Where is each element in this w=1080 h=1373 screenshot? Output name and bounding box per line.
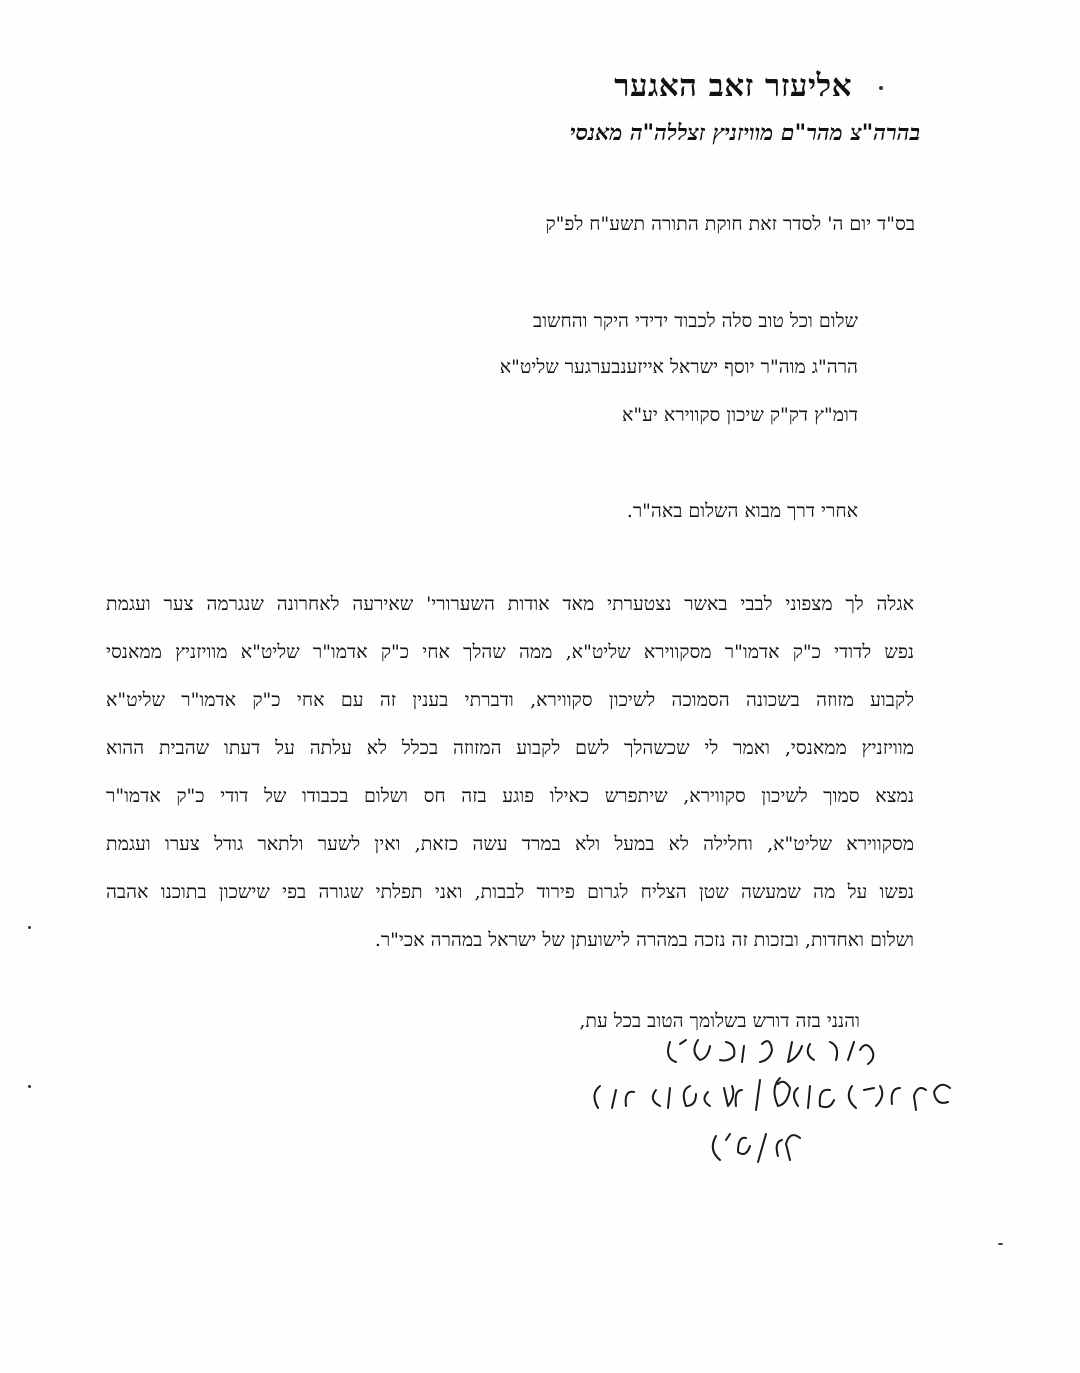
body-line: לקבוע מזוזה בשכונה הסמוכה לשיכון סקווירא, ודברתי בענין זה עם אחי כ"ק אדמו"ר שליט"א	[106, 689, 914, 711]
closing-line: והנני בזה דורש בשלומך הטוב בכל עת,	[579, 1010, 860, 1032]
letterhead-subtitle: בהרה"צ מהר"ם מוויזניץ זצללה"ה מאנסי	[569, 120, 920, 146]
body-line: אגלה לך מצפוני לבבי באשר נצטערתי מאד אודות השערורי' שאירעה לאחרונה שנגרמה צער ועגמת	[106, 593, 914, 615]
speck-mark	[28, 926, 31, 929]
body-line: ושלום ואחדות, ובזכות זה נזכה במהרה לישועתן של ישראל במהרה אכי"ר.	[374, 929, 914, 951]
speck-mark	[998, 1243, 1003, 1245]
body-line: נפש לדודי כ"ק אדמו"ר מסקווירא שליט"א, ממה שהלך אחי כ"ק אדמו"ר שליט"א מוויזניץ ממאנסי	[106, 641, 914, 663]
body-line: מוויזניץ ממאנסי, ואמר לי שכשהלך לשם לקבוע המזוזה בכלל לא עלתה על דעתו שהבית ההוא	[106, 737, 914, 759]
speck-mark	[28, 1085, 31, 1088]
body-line: מסקווירא שליט"א, וחלילה לא במעל ולא במרד עשה כזאת, ואין לשער ולתאר גודל צערו ועגמת	[106, 833, 914, 855]
handwritten-signature	[530, 1030, 970, 1170]
body-line: נפשו על מה שמעשה שטן הצליח לגרום פירוד לבבות, ואני תפלתי שגורה בפי שישכון בתוכנו אהבה	[106, 881, 914, 903]
opening-line: אחרי דרך מבוא השלום באה"ר.	[626, 500, 858, 522]
greeting-line: הרה"ג מוה"ר יוסף ישראל אייזענבערגער שליט"א	[499, 356, 858, 378]
letterhead-name: אליעזר זאב האגער	[614, 68, 852, 104]
speck-mark	[879, 86, 883, 90]
date-line: בס"ד יום ה' לסדר זאת חוקת התורה תשע"ח לפ"ק	[545, 213, 915, 235]
body-line: נמצא סמוך לשיכון סקווירא, שיתפרש כאילו פוגע בזה חס ושלום בכבודו של דודי כ"ק אדמו"ר	[106, 785, 914, 807]
greeting-line: שלום וכל טוב סלה לכבוד ידידי היקר והחשוב	[533, 310, 858, 332]
greeting-line: דומ"ץ דק"ק שיכון סקווירא יע"א	[622, 404, 858, 426]
